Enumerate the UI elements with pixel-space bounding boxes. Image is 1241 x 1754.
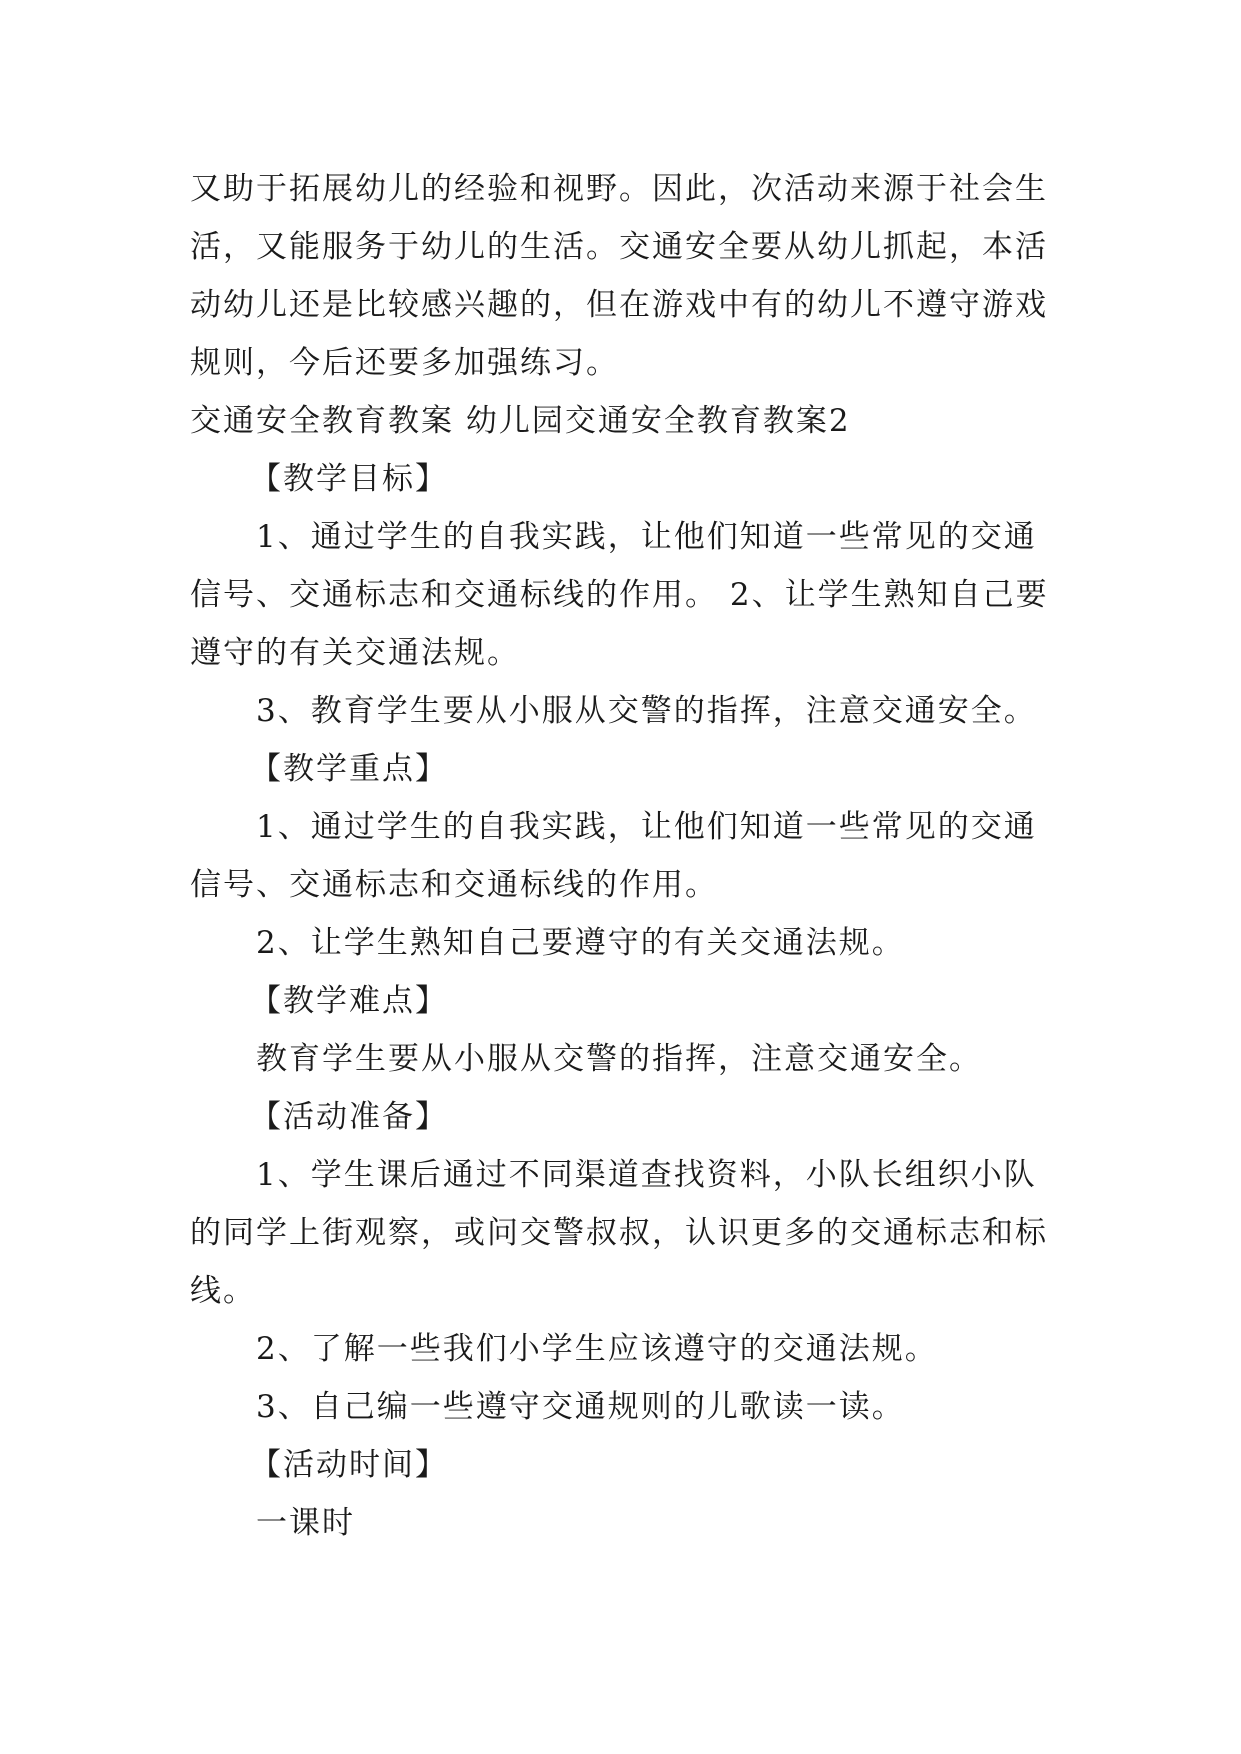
goals-item3: 3、教育学生要从小服从交警的指挥，注意交通安全。 xyxy=(256,693,1037,729)
key-points-item1-line-2: 信号、交通标志和交通标线的作用。 xyxy=(190,867,718,903)
section-heading-difficulties: 【教学难点】 xyxy=(250,983,448,1019)
goals-item1-line-1: 1、通过学生的自我实践，让他们知道一些常见的交通 xyxy=(256,519,1037,555)
time-text: 一课时 xyxy=(256,1505,355,1541)
key-points-item2: 2、让学生熟知自己要遵守的有关交通法规。 xyxy=(256,925,905,961)
preparation-item3: 3、自己编一些遵守交通规则的儿歌读一读。 xyxy=(256,1389,905,1425)
preparation-item1-line-1: 1、学生课后通过不同渠道查找资料，小队长组织小队 xyxy=(256,1157,1037,1193)
preparation-item2: 2、了解一些我们小学生应该遵守的交通法规。 xyxy=(256,1331,938,1367)
section-heading-time: 【活动时间】 xyxy=(250,1447,448,1483)
difficulties-text: 教育学生要从小服从交警的指挥，注意交通安全。 xyxy=(256,1041,982,1077)
key-points-item1-line-1: 1、通过学生的自我实践，让他们知道一些常见的交通 xyxy=(256,809,1037,845)
section-heading-goals: 【教学目标】 xyxy=(250,461,448,497)
section-heading-preparation: 【活动准备】 xyxy=(250,1099,448,1135)
preparation-item1-line-2: 的同学上街观察，或问交警叔叔，认识更多的交通标志和标 xyxy=(190,1215,1048,1251)
goals-item1-line-3: 遵守的有关交通法规。 xyxy=(190,635,520,671)
intro-line-1: 又助于拓展幼儿的经验和视野。因此，次活动来源于社会生 xyxy=(190,171,1048,207)
goals-item1-line-2: 信号、交通标志和交通标线的作用。 2、让学生熟知自己要 xyxy=(190,577,1049,613)
intro-line-4: 规则，今后还要多加强练习。 xyxy=(190,345,619,381)
intro-line-2: 活，又能服务于幼儿的生活。交通安全要从幼儿抓起，本活 xyxy=(190,229,1048,265)
document-title: 交通安全教育教案 幼儿园交通安全教育教案2 xyxy=(190,403,851,439)
section-heading-key-points: 【教学重点】 xyxy=(250,751,448,787)
intro-line-3: 动幼儿还是比较感兴趣的，但在游戏中有的幼儿不遵守游戏 xyxy=(190,287,1048,323)
preparation-item1-line-3: 线。 xyxy=(190,1273,256,1309)
